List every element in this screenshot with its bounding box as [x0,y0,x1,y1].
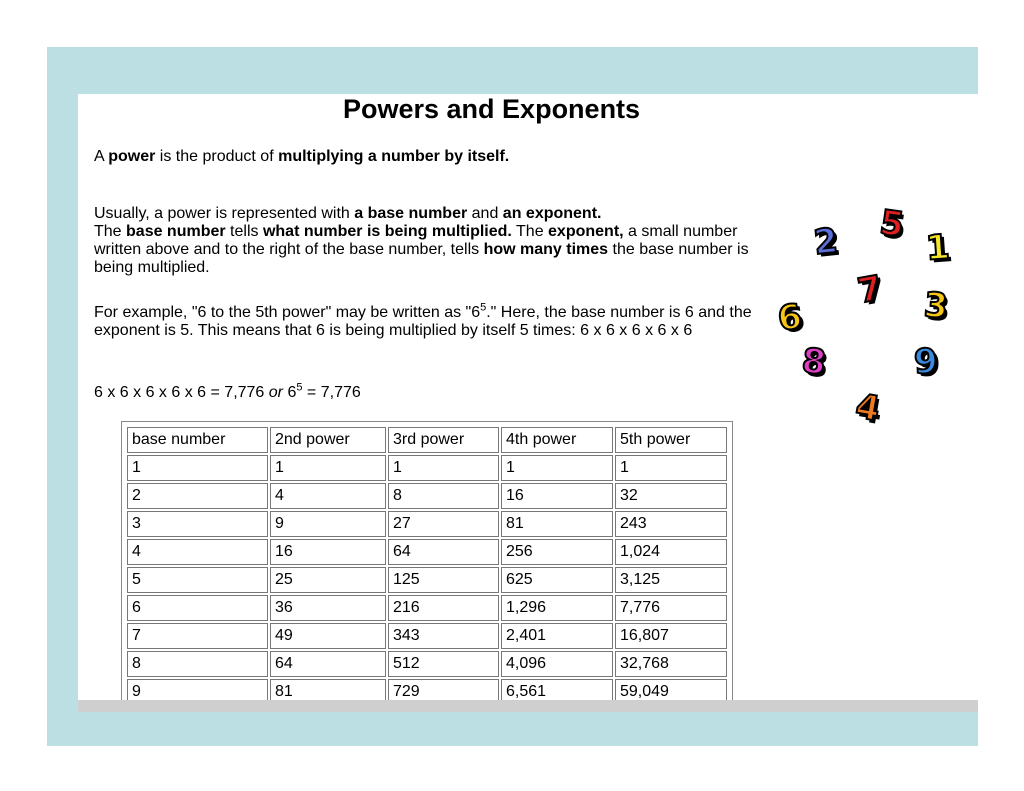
page-title: Powers and Exponents [343,94,641,124]
usage-emphasis: base number [126,223,226,240]
table-cell: 59,049 [615,679,727,700]
table-cell: 3,125 [615,567,727,593]
table-cell: 5 [127,567,268,593]
definition-emphasis: multiplying a number by itself. [278,148,510,165]
decor-digit-icon: 7 [854,268,885,312]
table-cell: 625 [501,567,613,593]
usage-text: tells [225,223,263,240]
table-cell: 216 [388,595,499,621]
table-row [127,567,727,593]
usage-text: the base number is being multiplied. [94,241,749,276]
table-cell: 81 [270,679,386,700]
table-cell: 3 [127,511,268,537]
decor-digit-icon: 3 [922,285,950,327]
table-cell: 1 [270,455,386,481]
table-cell: 8 [388,483,499,509]
table-row [127,679,727,700]
decor-digit-icon: 4 [852,386,883,430]
usage-text: and [467,205,503,222]
table-cell: 8 [127,651,268,677]
usage-text: The [511,223,549,240]
equation-text: = 7,776 [302,384,361,401]
table-cell: 243 [615,511,727,537]
table-header: 4th power [501,427,613,453]
table-cell: 7,776 [615,595,727,621]
table-cell: 27 [388,511,499,537]
table-cell: 16,807 [615,623,727,649]
table-row [127,595,727,621]
usage-text: a small number written above and to the right of the base number, tells [94,223,738,258]
table-cell: 32,768 [615,651,727,677]
table-cell: 1 [388,455,499,481]
table-cell: 2 [127,483,268,509]
decor-digit-icon: 2 [811,220,840,264]
usage-emphasis: exponent, [548,223,624,240]
table-cell: 4,096 [501,651,613,677]
table-header-row [127,427,727,453]
table-cell: 16 [270,539,386,565]
table-cell: 32 [615,483,727,509]
example-paragraph [94,301,774,340]
table-row [127,483,727,509]
table-cell: 7 [127,623,268,649]
definition-term: power [108,148,156,165]
equation-line [94,381,774,402]
equation-text: 6 [283,384,297,401]
equation-text: 6 x 6 x 6 x 6 x 6 = 7,776 [94,384,269,401]
definition-text: A [94,148,109,165]
table-row [127,651,727,677]
equation-or: or [268,384,284,401]
decor-digit-icon: 5 [877,202,907,246]
usage-text: Usually, a power is represented with [94,205,355,222]
table-cell: 6,561 [501,679,613,700]
exponent-superscript: 5 [480,301,487,314]
definition-paragraph [94,148,774,166]
decor-digit-icon: 9 [913,341,939,383]
table-cell: 49 [270,623,386,649]
table-cell: 256 [501,539,613,565]
table-row [127,623,727,649]
decor-digit-icon: 1 [924,227,952,269]
table-row [127,455,727,481]
table-cell: 4 [270,483,386,509]
table-cell: 16 [501,483,613,509]
usage-emphasis: an exponent. [502,205,602,222]
table-cell: 4 [127,539,268,565]
usage-emphasis: a base number [354,205,468,222]
table-cell: 1 [615,455,727,481]
definition-text: is the product of [155,148,279,165]
table-cell: 1 [127,455,268,481]
table-header: 5th power [615,427,727,453]
table-cell: 1 [501,455,613,481]
table-header: base number [127,427,268,453]
table-cell: 6 [127,595,268,621]
table-cell: 9 [270,511,386,537]
table-cell: 9 [127,679,268,700]
table-cell: 2,401 [501,623,613,649]
bottom-scroll-strip [78,700,978,712]
usage-emphasis: how many times [483,241,609,258]
table-cell: 64 [388,539,499,565]
example-text: ." Here, the base number is 6 and the exponent is 5. This means that 6 is being multiplied by itself 5 times: 6 x 6 x 6 x 6 x 6 [94,304,752,339]
example-text: For example, "6 to the 5th power" may be written as "6 [94,304,481,321]
table-header: 2nd power [270,427,386,453]
decorative-numbers [770,200,970,430]
table-cell: 25 [270,567,386,593]
table-cell: 1,024 [615,539,727,565]
decor-digit-icon: 6 [775,296,805,340]
table-cell: 512 [388,651,499,677]
table-cell: 343 [388,623,499,649]
table-cell: 64 [270,651,386,677]
table-cell: 1,296 [501,595,613,621]
table-cell: 36 [270,595,386,621]
usage-text: The [94,223,127,240]
table-row [127,539,727,565]
usage-emphasis: what number is being multiplied. [262,223,512,240]
decor-digit-icon: 8 [799,340,828,384]
usage-paragraph [94,205,774,277]
exponent-superscript: 5 [296,381,303,394]
table-header: 3rd power [388,427,499,453]
table-cell: 729 [388,679,499,700]
powers-table [121,421,733,700]
table-cell: 125 [388,567,499,593]
table-row [127,511,727,537]
table-cell: 81 [501,511,613,537]
